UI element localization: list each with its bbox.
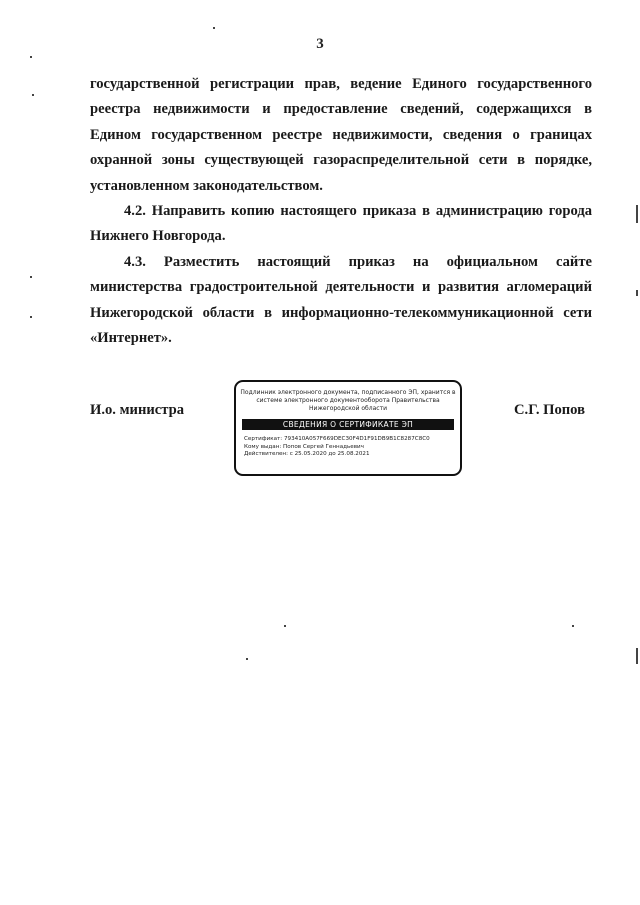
document-body — [90, 72, 592, 351]
stamp-header: СВЕДЕНИЯ О СЕРТИФИКАТЕ ЭП — [242, 419, 454, 430]
certificate-line — [244, 436, 460, 444]
e-signature-stamp — [234, 380, 462, 476]
valid-label: Действителен: — [244, 451, 288, 457]
valid-value: с 25.05.2020 до 25.08.2021 — [289, 451, 370, 457]
scan-speck — [32, 94, 34, 96]
certificate-value: 793410A057F669DEC30F4D1F91DB9B1C8287C8C0 — [283, 436, 430, 442]
issued-to-line — [244, 444, 460, 452]
scan-speck — [572, 625, 574, 627]
issued-to-value: Попов Сергей Геннадьевич — [283, 443, 364, 450]
scan-speck — [30, 316, 32, 318]
signature-block — [0, 380, 640, 480]
paragraph-4-3: 4.3. Разместить настоящий приказ на официальном сайте министерства градостроительной деятельности и развития агломераций Нижегородской области в информационно-телекоммуникационной сети «Интернет». — [90, 253, 592, 347]
paragraph-4-2: 4.2. Направить копию настоящего приказа в администрацию города Нижнего Новгорода. — [90, 203, 592, 245]
stamp-details — [244, 436, 460, 459]
signer-name: С.Г. Попов — [514, 402, 585, 418]
page-number: 3 — [316, 36, 324, 52]
issued-to-label: Кому выдан: — [244, 443, 282, 450]
signer-title: И.о. министра — [90, 402, 184, 418]
scan-speck — [636, 290, 638, 296]
scan-speck — [30, 56, 32, 58]
valid-line — [244, 451, 460, 459]
paragraph-continuation: государственной регистрации прав, ведение Единого государственного реестра недвижимости и предоставление сведений, содержащихся в Едином государственном реестре недвижимости, сведения о границах охранной зоны существующей газораспределительной сети в порядке, установленном законодательством. — [90, 76, 592, 194]
scan-speck — [213, 27, 215, 29]
stamp-note: Подлинник электронного документа, подписанного ЭП, хранится в системе электронного документооборота Правительства Нижегородской области — [240, 389, 456, 412]
scan-speck — [636, 648, 638, 664]
scan-speck — [246, 658, 248, 660]
scan-speck — [284, 625, 286, 627]
scan-speck — [636, 205, 638, 223]
certificate-label: Сертификат: — [244, 436, 283, 442]
scan-speck — [30, 276, 32, 278]
